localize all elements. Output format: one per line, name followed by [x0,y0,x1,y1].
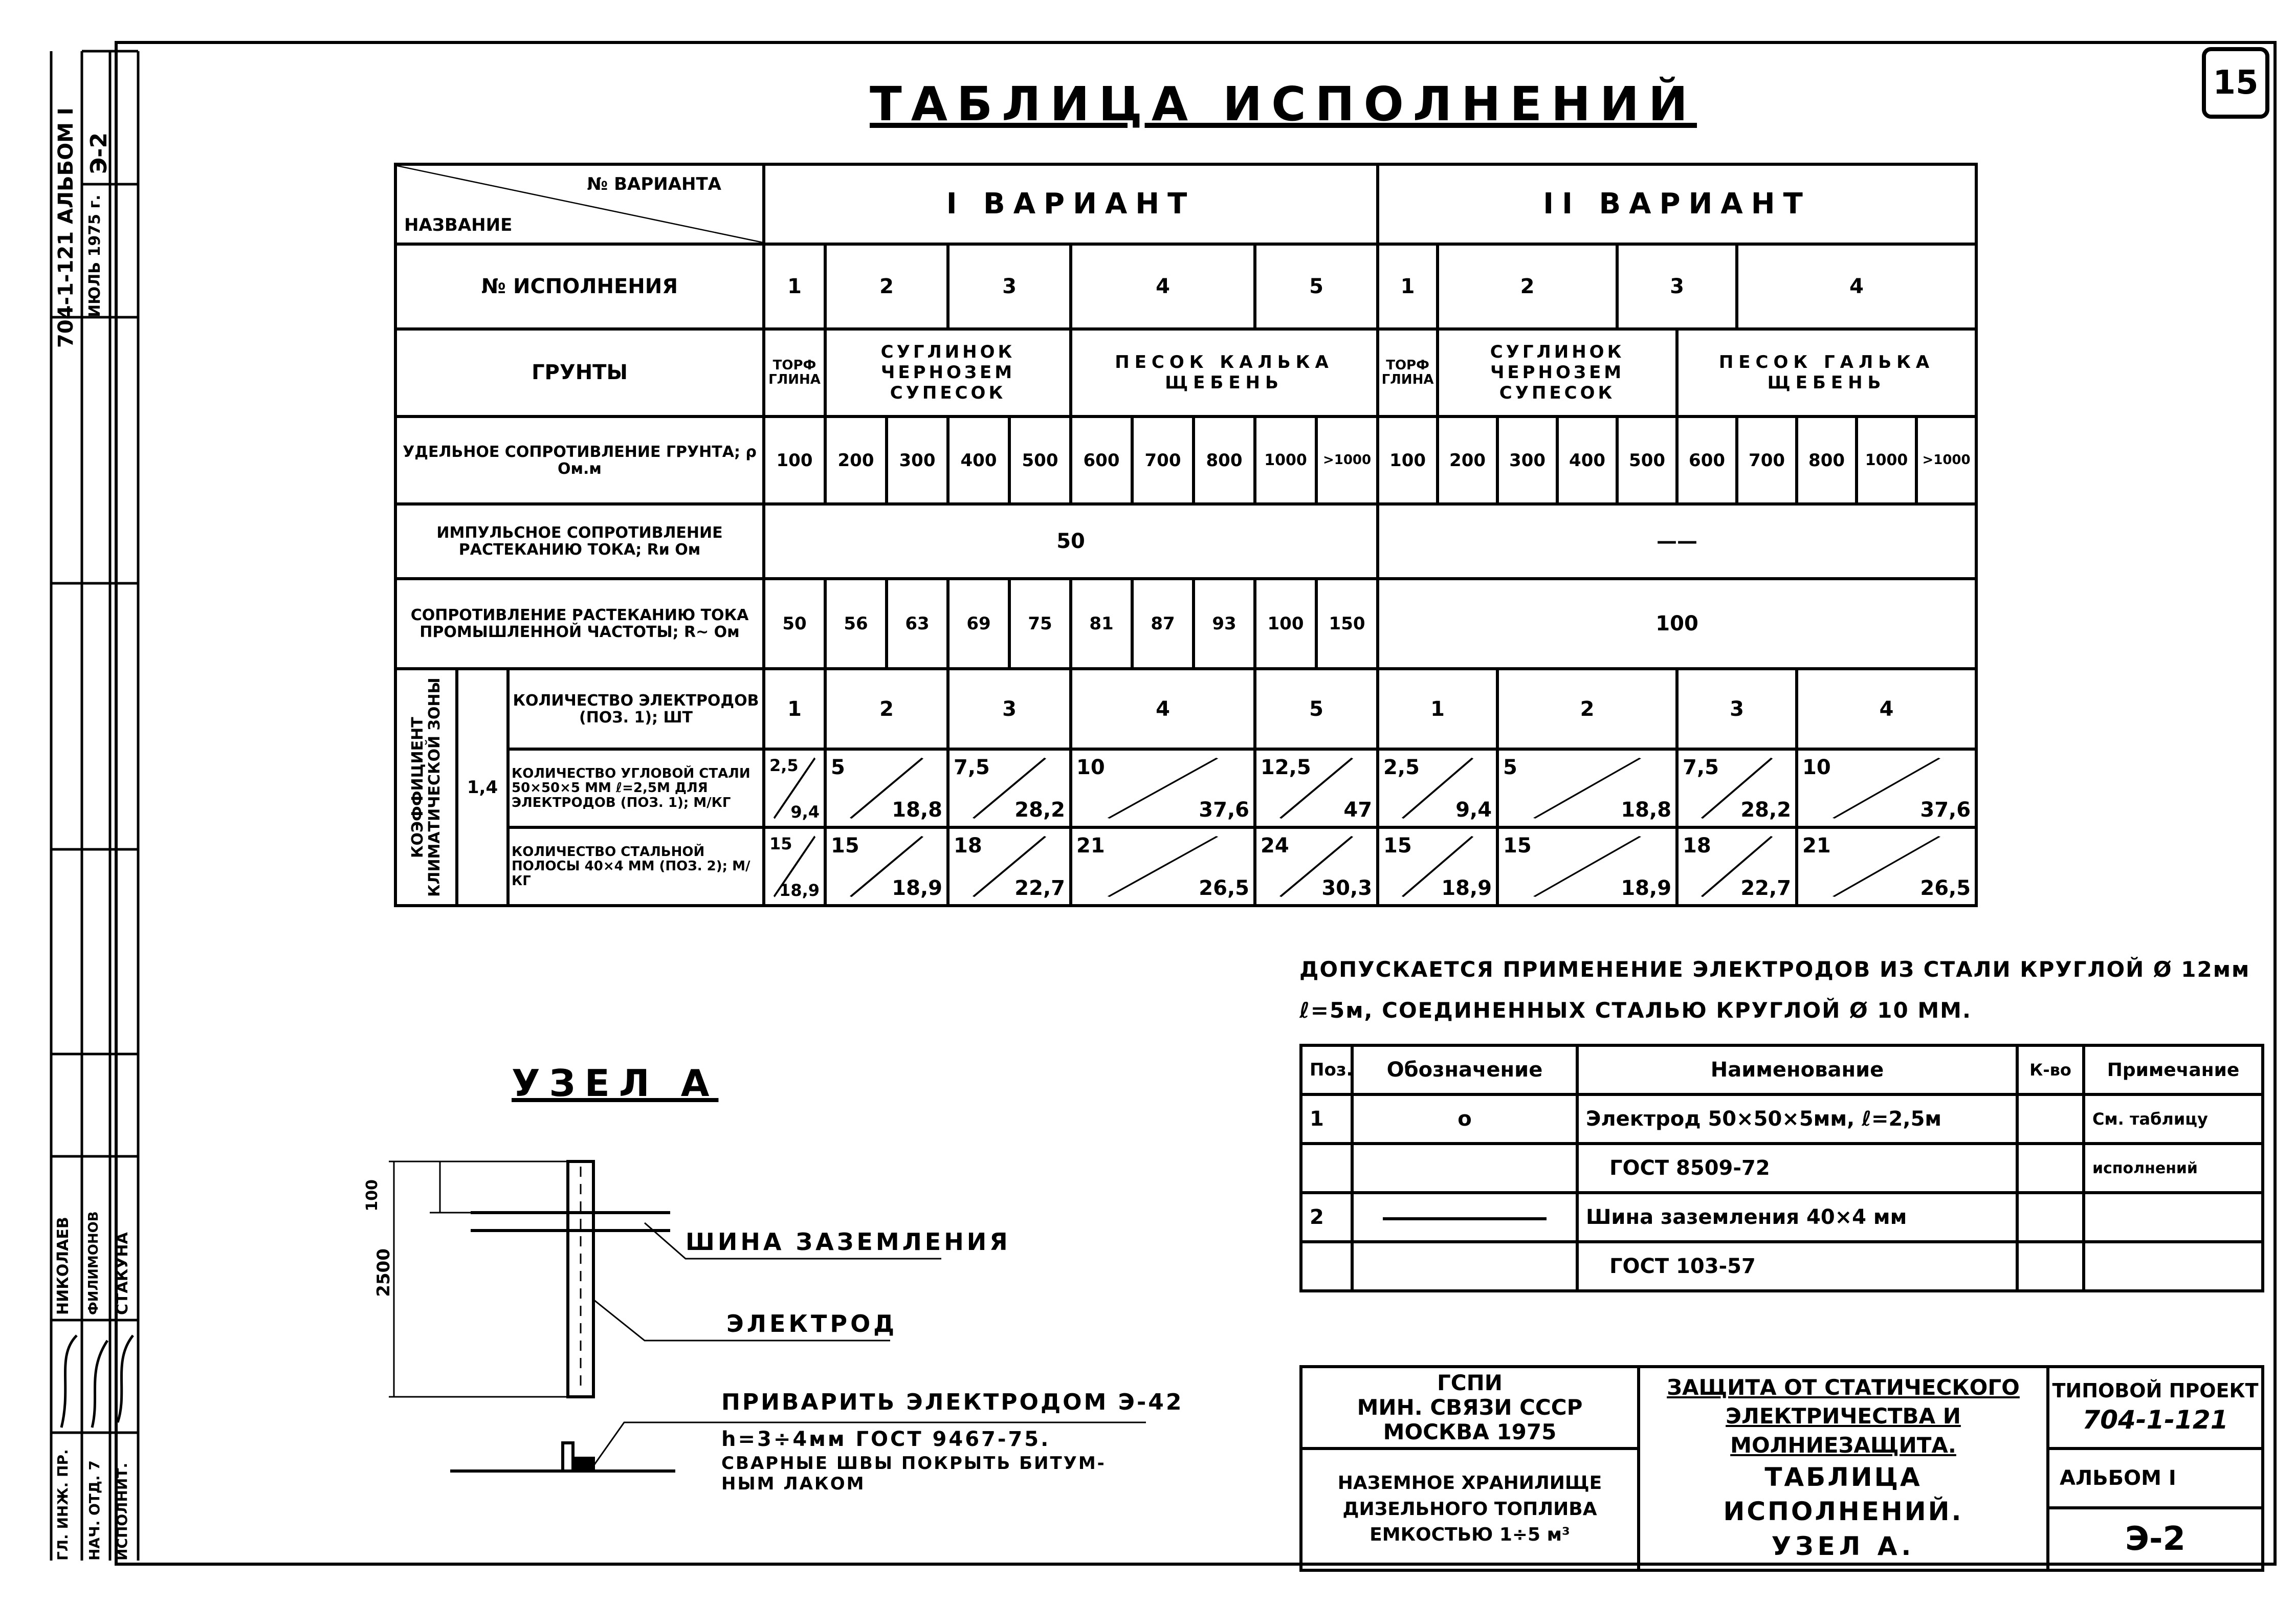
v2-strip-num: 18 [1683,833,1711,858]
note-line-1: ДОПУСКАЕТСЯ ПРИМЕНЕНИЕ ЭЛЕКТРОДОВ ИЗ СТАЛИ КРУГЛОЙ Ø 12мм [1299,957,2250,982]
side-stamp [20,31,143,1566]
v2-resistivity: 400 [1557,416,1617,504]
v2-impulse: —— [1378,504,1976,578]
v1-strip-den: 18,9 [892,876,942,900]
v2-angle-cell [1378,749,1497,827]
spec-std: ГОСТ 8509-72 [1577,1144,2017,1193]
v1-resistivity: 400 [948,416,1009,504]
v1-industrial: 75 [1009,579,1071,669]
v1-resistivity: 1000 [1255,416,1316,504]
corner-header [395,164,764,244]
spec-note [2084,1193,2263,1242]
v2-strip-cell [1378,827,1497,906]
v2-strip-num: 21 [1802,833,1831,858]
v1-angle-cell [948,749,1071,827]
v1-resistivity: 300 [887,416,948,504]
stamp-org-1: ГСПИ [1437,1370,1503,1395]
v2-angle-num: 7,5 [1683,756,1719,780]
v2-strip-num: 15 [1383,833,1412,858]
v1-industrial: 87 [1132,579,1194,669]
v1-industrial: 93 [1194,579,1255,669]
spec-qty [2017,1144,2084,1193]
v2-resistivity: 100 [1378,416,1438,504]
v1-angle-num: 12,5 [1261,756,1311,780]
v2-strip-num: 15 [1503,833,1532,858]
v1-angle-cell [1255,749,1378,827]
stamp-org [1301,1367,1639,1449]
soil-peat: ТОРФ ГЛИНА [1378,329,1438,416]
stamp-sheet: Э-2 [2125,1520,2186,1558]
side-name-1: НИКОЛАЕВ [54,1217,72,1315]
v1-strip-cell [1255,827,1378,906]
stamp-topic-2: ЭЛЕКТРИЧЕСТВА И [1726,1403,1961,1429]
spec-pos [1301,1144,1352,1193]
v2-angle-den: 18,8 [1621,798,1672,822]
v1-resistivity: 800 [1194,416,1255,504]
v2-strip-cell [1497,827,1677,906]
v1-exec: 5 [1255,244,1378,329]
stamp-object-2: ДИЗЕЛЬНОГО ТОПЛИВА [1342,1498,1597,1520]
corner-top-label: № ВАРИАНТА [587,174,721,194]
stamp-project [2048,1367,2263,1449]
stamp-topic [1639,1367,2048,1570]
stamp-org-2: МИН. СВЯЗИ СССР [1357,1394,1583,1420]
v1-angle-cell [764,749,825,827]
page-number: 15 [2202,47,2269,119]
v1-industrial: 56 [825,579,887,669]
v1-strip-num: 15 [769,833,792,853]
spec-pos: 2 [1301,1193,1352,1242]
weld-line-1: ПРИВАРИТЬ ЭЛЕКТРОДОМ Э-42 [721,1389,1184,1415]
spec-note: См. таблицу [2084,1094,2263,1144]
stamp-album: АЛЬБОМ I [2049,1450,2261,1509]
industrial-label: СОПРОТИВЛЕНИЕ РАСТЕКАНИЮ ТОКА ПРОМЫШЛЕННОЙ ЧАСТОТЫ; R~ Ом [395,579,764,669]
note-line-2: ℓ=5м, СОЕДИНЕННЫХ СТАЛЬЮ КРУГЛОЙ Ø 10 ММ. [1299,998,1972,1023]
v2-strip-cell [1677,827,1797,906]
v1-resistivity: 100 [764,416,825,504]
stamp-project-number: 704-1-121 [2082,1405,2228,1435]
page-title: ТАБЛИЦА ИСПОЛНЕНИЙ [870,77,1697,131]
uzel-title: УЗЕЛ А [512,1062,719,1105]
v1-angle-cell [1071,749,1255,827]
side-name-2: ФИЛИМОНОВ [86,1211,101,1315]
v2-angle-den: 9,4 [1455,798,1492,822]
spec-header: Примечание [2084,1045,2263,1094]
v1-industrial: 69 [948,579,1009,669]
v2-resistivity: 500 [1617,416,1677,504]
spec-qty [2017,1193,2084,1242]
stamp-topic-4: ТАБЛИЦА ИСПОЛНЕНИЙ. [1723,1462,1963,1527]
v1-industrial: 150 [1316,579,1378,669]
label-electrode: ЭЛЕКТРОД [726,1310,898,1337]
stamp-object [1301,1449,1639,1570]
electrodes-label: КОЛИЧЕСТВО ЭЛЕКТРОДОВ (ПОЗ. 1); ШТ [508,669,764,749]
stamp-topic-3: МОЛНИЕЗАЩИТА. [1730,1433,1956,1458]
impulse-label: ИМПУЛЬСНОЕ СОПРОТИВЛЕНИЕ РАСТЕКАНИЮ ТОКА; Rи Ом [395,504,764,578]
spec-name: Электрод 50×50×5мм, ℓ=2,5м [1577,1094,2017,1144]
v2-strip-cell [1797,827,1976,906]
soil-sand: ПЕСОК КАЛЬКА ЩЕБЕНЬ [1071,329,1378,416]
dim-short: 100 [363,1179,381,1212]
v1-strip-den: 18,9 [779,881,820,900]
v2-angle-cell [1497,749,1677,827]
v1-strip-den: 26,5 [1199,876,1249,900]
spec-designation: о [1352,1094,1577,1144]
side-sheet: Э-2 [86,132,112,174]
v2-angle-num: 2,5 [1383,756,1420,780]
v1-exec: 4 [1071,244,1255,329]
soils-label: ГРУНТЫ [395,329,764,416]
v1-industrial: 63 [887,579,948,669]
stamp-topic-5: УЗЕЛ А. [1771,1531,1915,1561]
weld-line-4: НЫМ ЛАКОМ [721,1474,866,1494]
v2-angle-cell [1677,749,1797,827]
stamp-project-label: ТИПОВОЙ ПРОЕКТ [2052,1379,2259,1402]
v1-strip-cell [764,827,825,906]
soil-loam: СУГЛИНОК ЧЕРНОЗЕМ СУПЕСОК [1438,329,1677,416]
spec-pos [1301,1242,1352,1291]
soil-sand: ПЕСОК ГАЛЬКА ЩЕБЕНЬ [1677,329,1976,416]
v2-electrodes: 4 [1797,669,1976,749]
spec-header: Обозначение [1352,1045,1577,1094]
v1-industrial: 81 [1071,579,1132,669]
spec-table [1299,1044,2264,1292]
v1-angle-den: 28,2 [1014,798,1065,822]
side-role-1: ГЛ. ИНЖ. ПР. [54,1449,71,1561]
spec-note: исполнений [2084,1144,2263,1193]
spec-designation [1352,1144,1577,1193]
dim-long: 2500 [373,1248,394,1297]
v1-industrial: 50 [764,579,825,669]
side-album: 704-1-121 АЛЬБОМ I [54,107,78,348]
spec-header: К-во [2017,1045,2084,1094]
v2-angle-den: 28,2 [1740,798,1792,822]
v2-angle-den: 37,6 [1920,798,1971,822]
v2-exec: 1 [1378,244,1438,329]
weld-line-2: h=3÷4мм ГОСТ 9467-75. [721,1428,1051,1451]
stamp-object-3: ЕМКОСТЬЮ 1÷5 м³ [1370,1524,1570,1546]
v1-resistivity: 700 [1132,416,1194,504]
v1-angle-den: 47 [1343,798,1373,822]
spec-header: Наименование [1577,1045,2017,1094]
label-bus: ШИНА ЗАЗЕМЛЕНИЯ [686,1228,1011,1256]
v2-angle-num: 10 [1802,756,1831,780]
v2-angle-num: 5 [1503,756,1517,780]
stamp-org-3: МОСКВА 1975 [1383,1419,1557,1445]
climate-zone-value: 1,4 [457,669,508,906]
v1-exec: 2 [825,244,948,329]
angle-label: КОЛИЧЕСТВО УГЛОВОЙ СТАЛИ 50×50×5 ММ ℓ=2,5М ДЛЯ ЭЛЕКТРОДОВ (ПОЗ. 1); М/КГ [508,749,764,827]
v2-resistivity: >1000 [1916,416,1976,504]
v1-impulse: 50 [764,504,1378,578]
v1-strip-num: 21 [1076,833,1105,858]
v2-electrodes: 2 [1497,669,1677,749]
v1-electrodes: 2 [825,669,948,749]
variant2-header: II ВАРИАНТ [1378,164,1976,244]
title-block [1299,1365,2264,1572]
v2-electrodes: 1 [1378,669,1497,749]
v2-electrodes: 3 [1677,669,1797,749]
soil-loam: СУГЛИНОК ЧЕРНОЗЕМ СУПЕСОК [825,329,1071,416]
strip-label: КОЛИЧЕСТВО СТАЛЬНОЙ ПОЛОСЫ 40×4 ММ (ПОЗ. 2); М/КГ [508,827,764,906]
spec-note [2084,1242,2263,1291]
v1-angle-num: 10 [1076,756,1105,780]
v1-electrodes: 5 [1255,669,1378,749]
v1-angle-den: 18,8 [892,798,942,822]
v1-strip-num: 18 [954,833,982,858]
v1-strip-cell [1071,827,1255,906]
v1-angle-num: 2,5 [769,756,799,776]
execution-label: № ИСПОЛНЕНИЯ [395,244,764,329]
soil-peat: ТОРФ ГЛИНА [764,329,825,416]
uzel-drawing [358,1146,1228,1566]
v1-strip-den: 30,3 [1321,876,1373,900]
v1-industrial: 100 [1255,579,1316,669]
strip-symbol [1373,1214,1557,1224]
climate-zone-label: КОЭФФИЦИЕНТ КЛИМАТИЧЕСКОЙ ЗОНЫ [409,677,444,897]
spec-header: Поз. [1301,1045,1352,1094]
v2-strip-den: 26,5 [1920,876,1971,900]
stamp-album-sheet [2048,1449,2263,1570]
spec-std: ГОСТ 103-57 [1577,1242,2017,1291]
v1-angle-den: 37,6 [1199,798,1249,822]
climate-zone-label-cell [395,669,457,906]
resistivity-label: УДЕЛЬНОЕ СОПРОТИВЛЕНИЕ ГРУНТА; ρ Ом.м [395,416,764,504]
v2-resistivity: 800 [1797,416,1857,504]
v1-angle-num: 7,5 [954,756,990,780]
side-name-3: СТАКУНА [114,1232,131,1315]
v2-strip-den: 18,9 [1621,876,1672,900]
v2-exec: 4 [1737,244,1976,329]
v2-resistivity: 700 [1737,416,1797,504]
side-date: ИЮЛЬ 1975 г. [86,194,104,317]
v1-angle-num: 5 [831,756,845,780]
v2-resistivity: 200 [1438,416,1497,504]
v1-electrodes: 3 [948,669,1071,749]
v1-electrodes: 1 [764,669,825,749]
v2-angle-cell [1797,749,1976,827]
v1-strip-cell [948,827,1071,906]
v1-resistivity: >1000 [1316,416,1378,504]
v2-exec: 2 [1438,244,1617,329]
v1-angle-den: 9,4 [790,802,820,822]
v1-resistivity: 500 [1009,416,1071,504]
v2-strip-den: 22,7 [1740,876,1792,900]
v1-resistivity: 600 [1071,416,1132,504]
v1-strip-cell [825,827,948,906]
v1-resistivity: 200 [825,416,887,504]
stamp-topic-1: ЗАЩИТА ОТ СТАТИЧЕСКОГО [1667,1374,2020,1400]
v2-resistivity: 600 [1677,416,1737,504]
executions-table [394,163,1978,907]
v1-strip-num: 15 [831,833,859,858]
v2-exec: 3 [1617,244,1737,329]
v1-electrodes: 4 [1071,669,1255,749]
side-role-2: НАЧ. ОТД. 7 [86,1460,103,1561]
spec-name: Шина заземления 40×4 мм [1577,1193,2017,1242]
spec-pos: 1 [1301,1094,1352,1144]
v1-strip-num: 24 [1261,833,1289,858]
spec-qty [2017,1094,2084,1144]
weld-line-3: СВАРНЫЕ ШВЫ ПОКРЫТЬ БИТУМ- [721,1453,1106,1474]
v1-exec: 3 [948,244,1071,329]
v2-resistivity: 300 [1497,416,1557,504]
signatures [51,1325,138,1433]
spec-designation [1352,1242,1577,1291]
v1-angle-cell [825,749,948,827]
spec-qty [2017,1242,2084,1291]
side-role-3: ИСПОЛНИТ. [114,1462,130,1561]
v1-exec: 1 [764,244,825,329]
stamp-object-1: НАЗЕМНОЕ ХРАНИЛИЩЕ [1337,1473,1602,1494]
v2-industrial: 100 [1378,579,1976,669]
variant1-header: I ВАРИАНТ [764,164,1378,244]
spec-designation-line [1352,1193,1577,1242]
v1-strip-den: 22,7 [1014,876,1065,900]
v2-strip-den: 18,9 [1441,876,1492,900]
corner-bottom-label: НАЗВАНИЕ [404,214,513,235]
v2-resistivity: 1000 [1857,416,1916,504]
